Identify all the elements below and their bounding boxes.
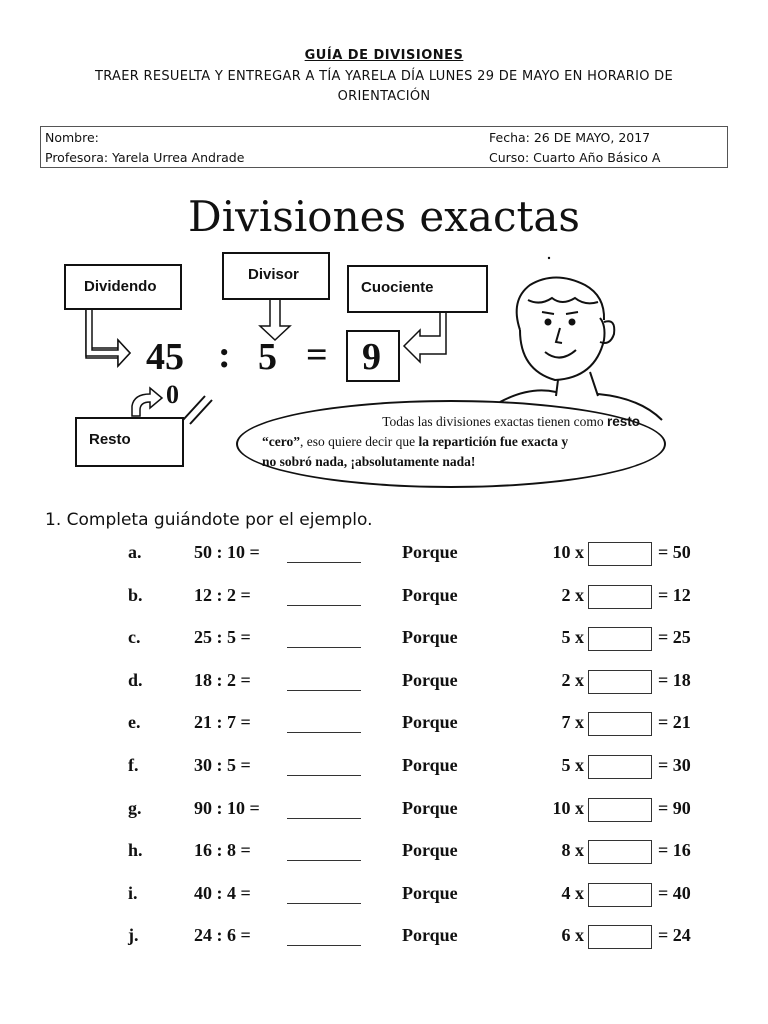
quotient-answer-blank[interactable]	[287, 605, 361, 606]
divisor-value: 5	[258, 336, 277, 378]
multiplication-product: = 25	[658, 627, 691, 648]
bubble-line-2	[262, 432, 654, 452]
bubble-text-part: Todas las divisiones exactas tienen como	[382, 414, 607, 429]
dividend-label-box	[64, 264, 182, 310]
multiplication-factor: 10 x	[552, 797, 584, 818]
multiplication-product: = 90	[658, 797, 691, 818]
divisor-label: Divisor	[248, 266, 299, 283]
multiplication-factor: 6 x	[561, 925, 584, 946]
porque-label: Porque	[402, 669, 458, 690]
quotient-answer-blank[interactable]	[287, 818, 361, 819]
bubble-text-part: , eso quiere decir que	[299, 434, 419, 449]
division-expression: 16 : 8 =	[194, 840, 251, 861]
division-sign: :	[218, 334, 231, 376]
divisor-label-box	[222, 252, 330, 300]
exercise-letter: e.	[128, 712, 141, 733]
multiplication-product: = 18	[658, 669, 691, 690]
bubble-line-3	[262, 452, 654, 472]
boy-character-icon	[500, 278, 662, 421]
worksheet-title: GUÍA DE DIVISIONES	[304, 48, 464, 63]
exercise-row	[0, 540, 768, 580]
factor-answer-box[interactable]	[588, 840, 652, 864]
factor-answer-box[interactable]	[588, 585, 652, 609]
porque-label: Porque	[402, 584, 458, 605]
quotient-answer-blank[interactable]	[287, 945, 361, 946]
quotient-answer-blank[interactable]	[287, 903, 361, 904]
remainder-arrow-icon	[132, 388, 162, 416]
instruction-line-1: TRAER RESUELTA Y ENTREGAR A TÍA YARELA DÍA LUNES 29 DE MAYO EN HORARIO DE	[94, 69, 673, 84]
porque-label: Porque	[402, 627, 458, 648]
remainder-label: Resto	[89, 431, 131, 448]
bubble-bold-nada: no sobró nada, ¡absolutamente nada!	[262, 454, 476, 469]
multiplication-product: = 30	[658, 755, 691, 775]
exercise-row	[0, 710, 768, 750]
exercise-letter: h.	[128, 840, 143, 861]
remainder-label-box	[75, 417, 184, 467]
exercise-letter: d.	[128, 669, 143, 690]
factor-answer-box[interactable]	[588, 627, 652, 651]
multiplication-factor: 4 x	[561, 882, 584, 903]
quotient-label-box	[347, 265, 488, 313]
porque-label: Porque	[402, 542, 458, 562]
division-expression: 24 : 6 =	[194, 925, 251, 946]
multiplication-factor: 5 x	[561, 627, 584, 648]
bubble-text	[262, 412, 654, 472]
porque-label: Porque	[402, 840, 458, 861]
factor-answer-box[interactable]	[588, 883, 652, 907]
exercise-letter: i.	[128, 882, 138, 903]
quotient-answer-blank[interactable]	[287, 860, 361, 861]
bubble-bold-cero: “cero”	[262, 434, 300, 449]
equals-sign: =	[306, 334, 328, 376]
exercise-letter: a.	[128, 542, 142, 562]
dividend-label: Dividendo	[84, 278, 157, 295]
division-expression: 21 : 7 =	[194, 712, 251, 733]
multiplication-product: = 50	[658, 542, 691, 562]
division-expression: 90 : 10 =	[194, 797, 260, 818]
exercise-row	[0, 923, 768, 963]
exercise-letter: b.	[128, 584, 143, 605]
quotient-answer-blank[interactable]	[287, 775, 361, 776]
quotient-arrow-icon	[404, 312, 446, 362]
remainder-lines-icon	[183, 396, 212, 424]
remainder-value: 0	[166, 380, 179, 409]
quotient-answer-blank[interactable]	[287, 690, 361, 691]
multiplication-product: = 21	[658, 712, 691, 733]
divisor-arrow-icon	[260, 300, 290, 340]
student-info-box	[40, 126, 728, 168]
exercise-letter: j.	[128, 925, 139, 946]
factor-answer-box[interactable]	[588, 712, 652, 736]
exercise-row	[0, 625, 768, 665]
porque-label: Porque	[402, 797, 458, 818]
multiplication-factor: 10 x	[552, 542, 584, 562]
multiplication-factor: 7 x	[561, 712, 584, 733]
multiplication-product: = 16	[658, 840, 691, 861]
multiplication-product: = 40	[658, 882, 691, 903]
quotient-answer-blank[interactable]	[287, 647, 361, 648]
division-expression: 12 : 2 =	[194, 584, 251, 605]
division-expression: 50 : 10 =	[194, 542, 260, 562]
division-expression: 25 : 5 =	[194, 627, 251, 648]
exercise-letter: f.	[128, 755, 139, 775]
exercise-row	[0, 668, 768, 708]
multiplication-factor: 8 x	[561, 840, 584, 861]
porque-label: Porque	[402, 712, 458, 733]
date-label: Fecha: 26 DE MAYO, 2017	[489, 130, 651, 145]
bubble-bold-exacta: la repartición fue exacta y	[418, 434, 569, 449]
factor-answer-box[interactable]	[588, 670, 652, 694]
division-expression: 30 : 5 =	[194, 755, 251, 775]
multiplication-product: = 12	[658, 584, 691, 605]
multiplication-factor: 2 x	[561, 669, 584, 690]
dividend-value: 45	[146, 336, 184, 378]
exercise-row	[0, 881, 768, 921]
multiplication-factor: 5 x	[561, 755, 584, 775]
exercise-row	[0, 583, 768, 623]
division-expression: 40 : 4 =	[194, 882, 251, 903]
bubble-bold-resto: resto	[606, 414, 640, 429]
quotient-label: Cuociente	[361, 279, 434, 296]
factor-answer-box[interactable]	[588, 542, 652, 566]
multiplication-product: = 24	[658, 925, 691, 946]
exercise-letter: g.	[128, 797, 142, 818]
name-label: Nombre:	[45, 130, 99, 145]
exercise-row	[0, 753, 768, 793]
division-expression: 18 : 2 =	[194, 669, 251, 690]
multiplication-factor: 2 x	[561, 584, 584, 605]
quotient-value: 9	[362, 336, 381, 378]
factor-answer-box[interactable]	[588, 755, 652, 779]
factor-answer-box[interactable]	[588, 925, 652, 949]
course-label: Curso: Cuarto Año Básico A	[489, 150, 661, 165]
worksheet-instructions	[60, 67, 708, 107]
teacher-label: Profesora: Yarela Urrea Andrade	[45, 150, 245, 165]
porque-label: Porque	[402, 925, 458, 946]
instruction-line-2: ORIENTACIÓN	[337, 89, 431, 104]
bubble-line-1	[262, 412, 654, 432]
exercise-letter: c.	[128, 627, 141, 648]
quotient-answer-blank[interactable]	[287, 732, 361, 733]
factor-answer-box[interactable]	[588, 798, 652, 822]
quotient-answer-blank[interactable]	[287, 562, 361, 563]
exercise-row	[0, 838, 768, 878]
porque-label: Porque	[402, 755, 458, 775]
porque-label: Porque	[402, 882, 458, 903]
exercise-row	[0, 796, 768, 836]
exercise-title: 1. Completa guiándote por el ejemplo.	[45, 510, 373, 530]
main-title: Divisiones exactas	[188, 192, 580, 241]
